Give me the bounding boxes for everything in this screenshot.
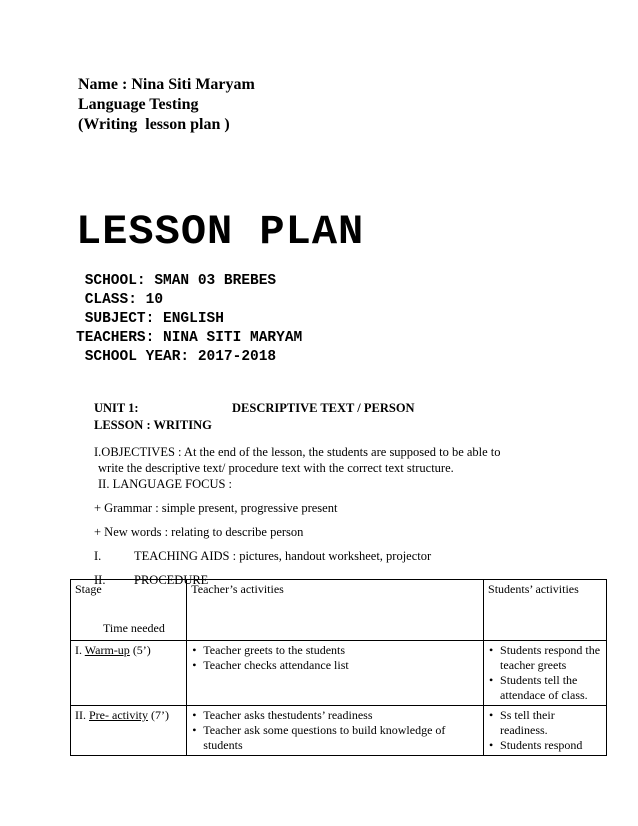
plan-type: (Writing lesson plan ) bbox=[78, 116, 230, 133]
course-name: Language Testing bbox=[78, 96, 199, 113]
students-activities-cell bbox=[484, 641, 607, 706]
procedure-text: PROCEDURE bbox=[134, 573, 209, 587]
table-row bbox=[71, 706, 607, 756]
lesson-label: LESSON : WRITING bbox=[94, 418, 212, 432]
stage-name: Warm-up bbox=[84, 643, 130, 657]
unit-label: UNIT 1: bbox=[94, 401, 139, 415]
teacher-activities-cell bbox=[187, 641, 484, 706]
table-row bbox=[71, 641, 607, 706]
stage-number: II. bbox=[75, 708, 89, 722]
list-item: • Teacher ask some questions to build knowledge of students bbox=[191, 723, 479, 753]
stage-cell bbox=[71, 706, 187, 756]
unit-block bbox=[94, 400, 554, 434]
list-item: • Teacher checks attendance list bbox=[191, 658, 479, 673]
objectives-line-1: I.OBJECTIVES : At the end of the lesson, the students are supposed to be able to bbox=[94, 445, 501, 459]
time-needed-header: Time needed bbox=[103, 621, 165, 635]
list-item: • Students respond the teacher greets bbox=[488, 643, 602, 673]
stage-cell bbox=[71, 641, 187, 706]
document-title: LESSON PLAN bbox=[76, 208, 365, 256]
objectives-line-2: write the descriptive text/ procedure text with the correct text structure. bbox=[98, 461, 454, 475]
student-name: Name : Nina Siti Maryam bbox=[78, 76, 255, 93]
teaching-aids-number: I. bbox=[94, 549, 102, 563]
unit-topic: DESCRIPTIVE TEXT / PERSON bbox=[232, 401, 415, 415]
list-item: • Ss tell their readiness. bbox=[488, 708, 602, 738]
teaching-aids-text: TEACHING AIDS : pictures, handout worksheet, projector bbox=[134, 549, 432, 563]
stage-header: Stage bbox=[75, 582, 102, 596]
school-year-line: SCHOOL YEAR: 2017-2018 bbox=[76, 349, 277, 365]
teacher-activities-cell bbox=[187, 706, 484, 756]
list-item: • Teacher asks thestudents’ readiness bbox=[191, 708, 479, 723]
students-activities-header: Students’ activities bbox=[484, 580, 607, 641]
stage-time: (7’) bbox=[147, 708, 169, 722]
language-focus: II. LANGUAGE FOCUS : bbox=[98, 477, 233, 491]
class-line: CLASS: 10 bbox=[76, 292, 164, 308]
list-item: • Teacher greets to the students bbox=[191, 643, 479, 658]
new-words-line: + New words : relating to describe person bbox=[94, 525, 304, 539]
procedure-number: II. bbox=[94, 573, 106, 587]
subject-line: SUBJECT: ENGLISH bbox=[76, 311, 224, 327]
school-info bbox=[76, 272, 302, 367]
table-header-row bbox=[71, 580, 607, 641]
teachers-line: TEACHERS: NINA SITI MARYAM bbox=[76, 330, 303, 346]
stage-number: I. bbox=[75, 643, 85, 657]
list-item: • Students respond bbox=[488, 738, 602, 753]
teacher-activities-header: Teacher’s activities bbox=[187, 580, 484, 641]
list-item: • Students tell the attendace of class. bbox=[488, 673, 602, 703]
procedure-table bbox=[70, 579, 607, 756]
stage-name: Pre- activity bbox=[89, 708, 148, 722]
student-header bbox=[78, 75, 255, 135]
stage-time: (5’) bbox=[129, 643, 151, 657]
students-activities-cell bbox=[484, 706, 607, 756]
grammar-line: + Grammar : simple present, progressive present bbox=[94, 501, 338, 515]
teaching-aids-line bbox=[94, 548, 524, 564]
stage-header-cell bbox=[71, 580, 187, 641]
lesson-body bbox=[94, 444, 524, 588]
school-line: SCHOOL: SMAN 03 BREBES bbox=[76, 273, 277, 289]
